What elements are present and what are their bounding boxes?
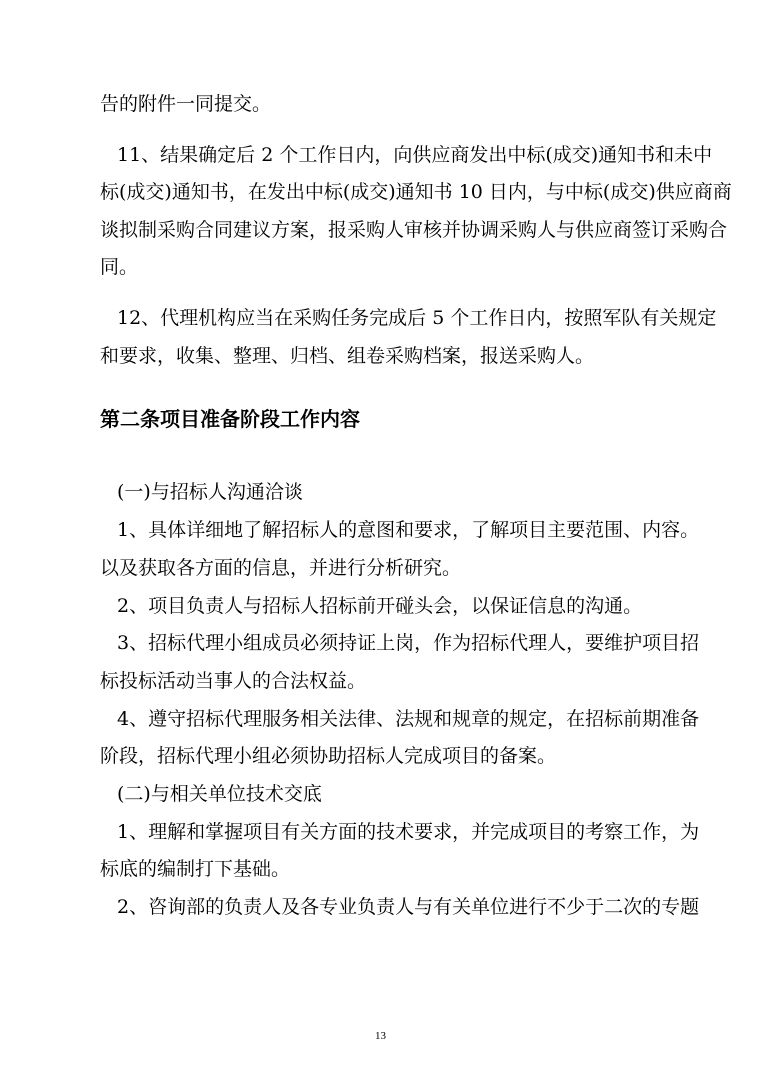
- section-heading: 第二条项目准备阶段工作内容: [100, 407, 360, 431]
- paragraph-line: 11、结果确定后 2 个工作日内，向供应商发出中标(成交)通知书和未中: [117, 144, 713, 166]
- paragraph-line: 标(成交)通知书，在发出中标(成交)通知书 10 日内，与中标(成交)供应商商: [100, 181, 732, 203]
- paragraph-line: 同。: [100, 256, 139, 278]
- paragraph-line: 2、咨询部的负责人及各专业负责人与有关单位进行不少于二次的专题: [117, 896, 700, 918]
- paragraph-line: 标投标活动当事人的合法权益。: [100, 670, 367, 692]
- page-number: 13: [375, 1030, 386, 1042]
- paragraph-line: 以及获取各方面的信息，并进行分析研究。: [100, 557, 462, 579]
- paragraph-line: 告的附件一同提交。: [100, 93, 272, 115]
- paragraph-line: 3、招标代理小组成员必须持证上岗，作为招标代理人，要维护项目招: [117, 632, 700, 654]
- paragraph-line: 12、代理机构应当在采购任务完成后 5 个工作日内，按照军队有关规定: [117, 307, 717, 329]
- subsection-heading: (二)与相关单位技术交底: [117, 783, 322, 805]
- paragraph-line: 2、项目负责人与招标人招标前开碰头会，以保证信息的沟通。: [117, 595, 643, 617]
- paragraph-line: 4、遵守招标代理服务相关法律、法规和规章的规定，在招标前期准备: [117, 708, 700, 730]
- subsection-heading: (一)与招标人沟通洽谈: [117, 481, 303, 503]
- paragraph-line: 谈拟制采购合同建议方案，报采购人审核并协调采购人与供应商签订采购合: [100, 219, 728, 241]
- paragraph-line: 1、具体详细地了解招标人的意图和要求，了解项目主要范围、内容。: [117, 519, 700, 541]
- paragraph-line: 1、理解和掌握项目有关方面的技术要求，并完成项目的考察工作，为: [117, 821, 700, 843]
- paragraph-line: 标底的编制打下基础。: [100, 858, 291, 880]
- paragraph-line: 和要求，收集、整理、归档、组卷采购档案，报送采购人。: [100, 345, 595, 367]
- paragraph-line: 阶段，招标代理小组必须协助招标人完成项目的备案。: [100, 745, 557, 767]
